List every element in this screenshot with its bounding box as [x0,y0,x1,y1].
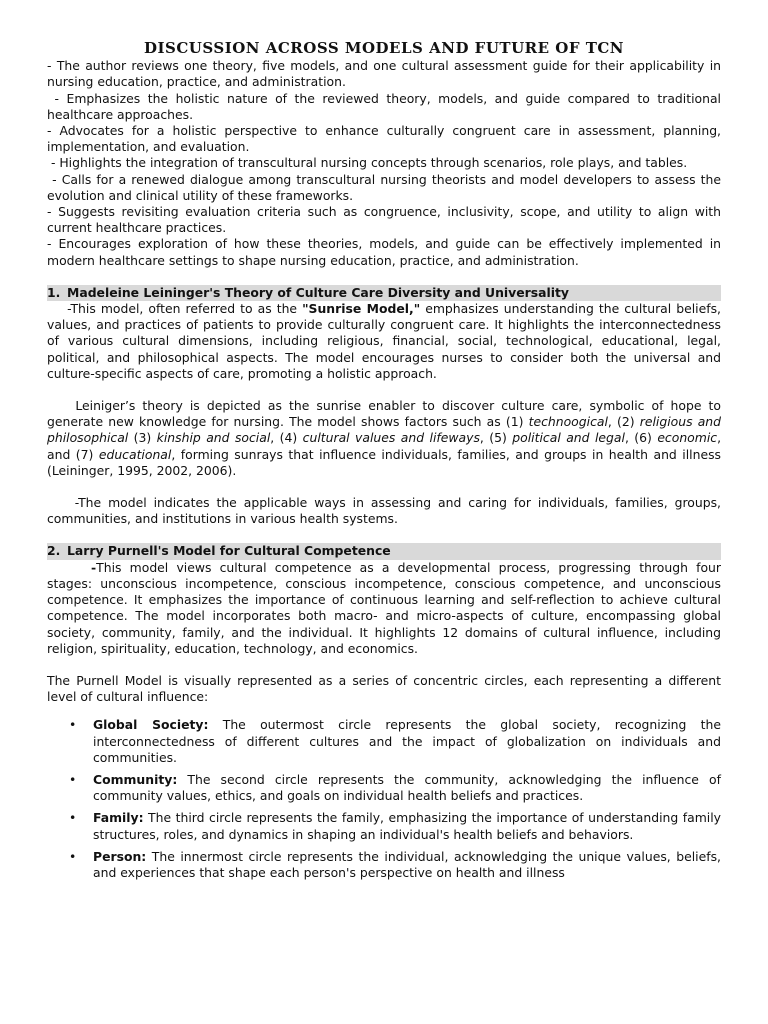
intro-point: - Calls for a renewed dialogue among transcultural nursing theorists and model developers to assess the evolution and clinical utility of these frameworks. [47,171,725,203]
intro-point: - Emphasizes the holistic nature of the reviewed theory, models, and guide compared to traditional healthcare approaches. [47,90,725,122]
factor-term: kinship and social [156,430,271,446]
factor-term: economic [657,430,718,446]
section-2-paragraph-2: The Purnell Model is visually represented as a series of concentric circles, each representing a different level of cultural influence: [47,672,721,705]
list-text: The innermost circle represents the individual, acknowledging the unique values, beliefs, and experiences that shape each person's perspective on health and illness [93,848,721,880]
intro-point: - Encourages exploration of how these theories, models, and guide can be effectively implemented in modern healthcare settings to shape nursing education, practice, and administration. [47,236,721,268]
text-span: -This model, often referred to as the [47,301,303,317]
factor-term: cultural values and lifeways [302,430,480,446]
section-1-title: Madeleine Leininger's Theory of Culture Care Diversity and Universality [67,284,570,300]
bullet-icon: • [69,810,77,826]
factor-term: technoogical [528,414,608,430]
dash-mark: - [91,559,97,575]
text-span: Leiniger’s theory is depicted as the sunrise enabler to discover culture care, symbolic of hope to generate new knowledge for nursing. The model shows factors such as (1) [47,398,725,430]
list-item [47,810,721,842]
factor-term: political and legal [512,430,625,446]
sunrise-model-term: "Sunrise Model," [302,301,421,317]
list-text: The third circle represents the family, emphasizing the importance of understanding family structures, roles, and dynamics in shaping an individual's health beliefs and behaviors. [93,810,721,842]
text-span: , (6) [624,430,658,446]
intro-point: - The author reviews one theory, five models, and one cultural assessment guide for their applicability in nursing education, practice, and administration. [47,58,721,90]
section-1-paragraph-3: -The model indicates the applicable ways in assessing and caring for individuals, families, groups, communities, and institutions in various health systems. [47,495,725,527]
text-span: emphasizes understanding the cultural beliefs, values, and practices of patients to provide culturally congruent care. It highlights the interconnectedness of various cultural dimensions, including religious, financial, social, technological, educational, legal, political, and philosophical aspects. The model encourages nurses to consider both the universal and culture-specific aspects of care, promoting a holistic approach. [47,301,725,381]
list-term: Global Society: [93,717,209,733]
section-1-paragraph-1 [47,301,725,382]
bullet-icon: • [69,717,77,733]
list-text: The outermost circle represents the global society, recognizing the interconnectedness of different cultures and the impact of globalization on individuals and communities. [93,717,722,765]
text-span: , and (7) [47,430,725,462]
document-page [47,39,725,887]
bullet-icon: • [69,848,77,864]
section-2-paragraph-1 [47,560,721,657]
list-item [47,772,721,804]
page-title: DISCUSSION ACROSS MODELS AND FUTURE OF TCN [143,39,625,57]
intro-point: - Suggests revisiting evaluation criteria such as congruence, inclusivity, scope, and utility to align with current healthcare practices. [47,204,721,236]
intro-points [47,58,725,269]
factor-term: educational [98,446,172,462]
section-2-title: Larry Purnell's Model for Cultural Competence [67,543,391,559]
list-item [47,849,721,881]
list-term: Person: [93,848,147,864]
bullet-icon: • [69,771,77,787]
intro-point: - Highlights the integration of transcultural nursing concepts through scenarios, role plays, and tables. [47,155,688,171]
text-span: This model views cultural competence as a developmental process, progressing through four stages: unconscious incompetence, conscious incompetence, conscious competence, and unconscious competence. It emphasizes the importance of continuous learning and self-reflection to achieve cultural competence. The model incorporates both macro- and micro-aspects of culture, encompassing global society, community, family, and the individual. It highlights 12 domains of cultural influence, including religion, spirituality, education, technology, and economics. [47,559,721,656]
text-span: , forming sunrays that influence individuals, families, and groups in health and illness (Leininger, 1995, 2002, 2006). [47,446,725,478]
list-term: Family: [93,810,144,826]
section-1-number: 1. [47,284,61,300]
intro-point: - Advocates for a holistic perspective to enhance culturally congruent care in assessment, planning, implementation, and evaluation. [47,123,721,155]
purnell-levels-list [47,717,721,881]
text-span: , (4) [270,430,303,446]
text-span: (3) [128,430,157,446]
text-span: , (5) [479,430,513,446]
section-1-heading [47,285,721,301]
section-2-heading [47,543,721,559]
list-term: Community: [93,771,178,787]
factor-term: religious and philosophical [47,414,725,446]
section-2-number: 2. [47,543,61,559]
section-1-paragraph-2 [47,398,725,479]
text-span: , (2) [607,414,640,430]
list-item [47,717,721,766]
list-text: The second circle represents the community, acknowledging the influence of community values, ethics, and goals on individual health beliefs and practices. [93,771,721,804]
